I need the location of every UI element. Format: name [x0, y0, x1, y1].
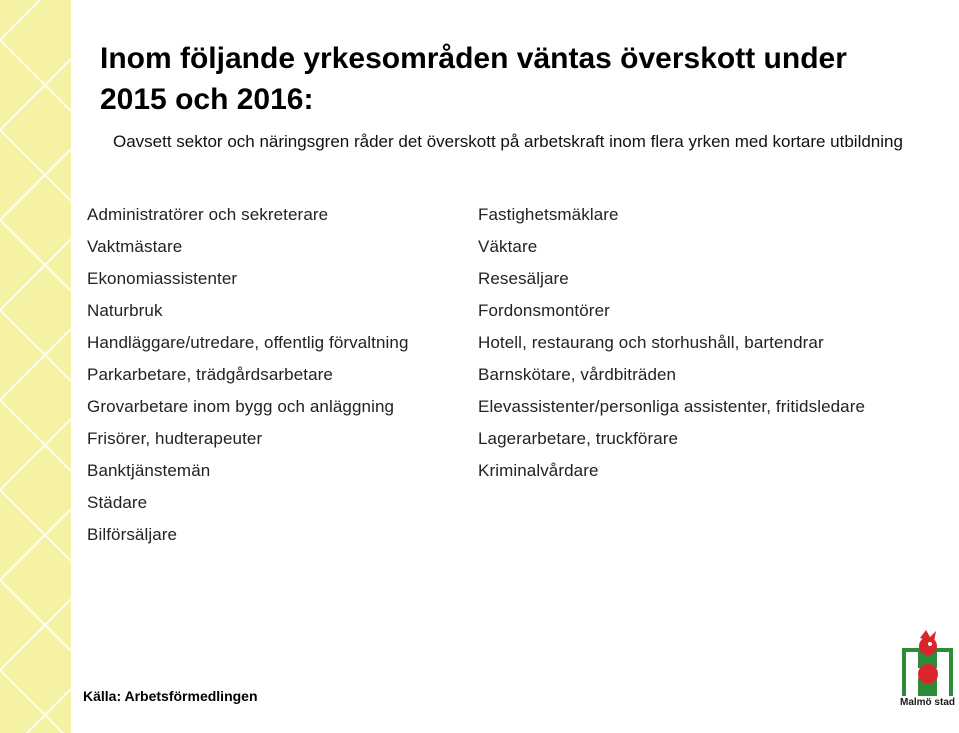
occupation-item: Banktjänstemän [87, 461, 211, 480]
occupation-item: Hotell, restaurang och storhushåll, bartendrar [478, 333, 824, 352]
occupation-item: Väktare [478, 237, 538, 256]
decorative-side-band [0, 0, 71, 733]
occupation-item: Fordonsmontörer [478, 301, 610, 320]
occupation-item: Lagerarbetare, truckförare [478, 429, 679, 448]
occupation-item: Resesäljare [478, 269, 569, 288]
logo-wordmark: Malmö stad [899, 697, 955, 708]
decorative-lines [0, 0, 71, 733]
occupation-item: Vaktmästare [87, 237, 183, 256]
occupation-item: Bilförsäljare [87, 525, 178, 544]
occupation-item: Naturbruk [87, 301, 163, 320]
occupation-item: Parkarbetare, trädgårdsarbetare [87, 365, 333, 384]
occupation-item: Elevassistenter/personliga assistenter, fritidsledare [478, 397, 866, 416]
occupation-item: Fastighetsmäklare [478, 205, 619, 224]
occupation-item: Ekonomiassistenter [87, 269, 238, 288]
occupation-list-left [87, 203, 457, 555]
occupation-item: Grovarbetare inom bygg och anläggning [87, 397, 395, 416]
source-note: Källa: Arbetsförmedlingen [83, 688, 258, 704]
malmo-stad-logo [896, 628, 959, 733]
occupation-item: Administratörer och sekreterare [87, 205, 329, 224]
page-subtitle: Oavsett sektor och näringsgren råder det överskott på arbetskraft inom flera yrken med kortare utbildning [113, 132, 903, 151]
occupation-item: Handläggare/utredare, offentlig förvaltning [87, 333, 409, 352]
occupation-item: Städare [87, 493, 148, 512]
occupation-item: Frisörer, hudterapeuter [87, 429, 263, 448]
occupation-item: Barnskötare, vårdbiträden [478, 365, 677, 384]
malmo-griffin-icon [896, 628, 959, 698]
page-title: Inom följande yrkesområden väntas överskott under 2015 och 2016: [100, 42, 847, 116]
occupation-list-right [478, 203, 928, 491]
occupation-item: Kriminalvårdare [478, 461, 599, 480]
